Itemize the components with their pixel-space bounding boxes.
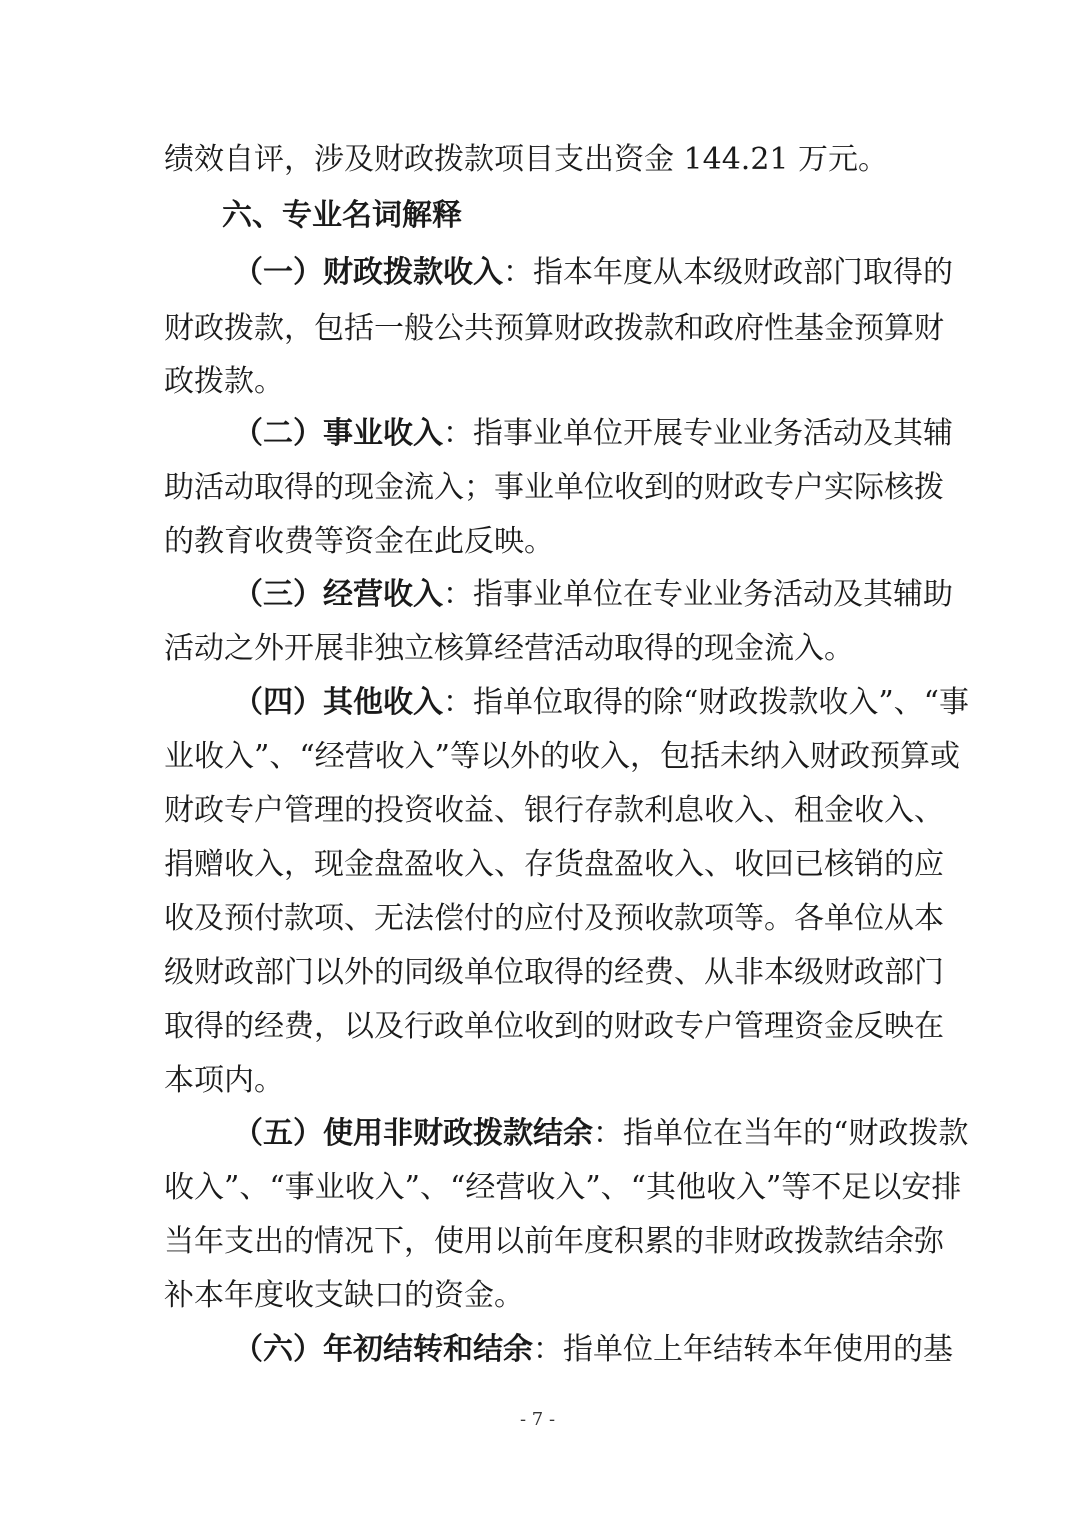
definition-3-text: ：指事业单位在专业业务活动及其辅助 [443,577,953,612]
definition-4-line-6: 级财政部门以外的同级单位取得的经费、从非本级财政部门 [164,955,944,990]
definition-4-term: （四）其他收入 [233,685,443,720]
definition-5-first-line [233,1114,969,1154]
definition-6-text: ：指单位上年结转本年使用的基 [533,1332,953,1367]
definition-4-line-7: 取得的经费，以及行政单位收到的财政专户管理资金反映在 [164,1009,944,1044]
definition-3-term: （三）经营收入 [233,577,443,612]
page-number: - 7 - [519,1409,556,1430]
definition-6-first-line [233,1330,953,1370]
definition-5-line-4: 补本年度收支缺口的资金。 [164,1278,524,1313]
definition-5-term: （五）使用非财政拨款结余 [233,1116,593,1151]
definition-1-line-3: 政拨款。 [164,364,284,399]
definition-6-term: （六）年初结转和结余 [233,1332,533,1367]
definition-4-line-2: 业收入”、“经营收入”等以外的收入，包括未纳入财政预算或 [164,739,961,774]
definition-5-text: ：指单位在当年的“财政拨款 [593,1116,969,1151]
definition-3-line-2: 活动之外开展非独立核算经营活动取得的现金流入。 [164,631,854,666]
intro-line: 绩效自评，涉及财政拨款项目支出资金 144.21 万元。 [164,142,889,177]
definition-1-text: ：指本年度从本级财政部门取得的 [503,255,953,290]
definition-4-line-4: 捐赠收入，现金盘盈收入、存货盘盈收入、收回已核销的应 [164,847,944,882]
definition-4-text: ：指单位取得的除“财政拨款收入”、“事 [443,685,970,720]
definition-2-text: ：指事业单位开展专业业务活动及其辅 [443,416,953,451]
definition-4-line-8: 本项内。 [164,1063,284,1098]
section-heading: 六、专业名词解释 [222,198,462,233]
definition-2-line-2: 助活动取得的现金流入；事业单位收到的财政专户实际核拨 [164,470,944,505]
definition-2-term: （二）事业收入 [233,416,443,451]
definition-1-line-2: 财政拨款，包括一般公共预算财政拨款和政府性基金预算财 [164,311,944,346]
definition-5-line-3: 当年支出的情况下，使用以前年度积累的非财政拨款结余弥 [164,1224,944,1259]
definition-4-line-3: 财政专户管理的投资收益、银行存款利息收入、租金收入、 [164,793,944,828]
definition-3-first-line [233,575,953,615]
definition-4-first-line [233,683,970,723]
definition-2-line-3: 的教育收费等资金在此反映。 [164,524,554,559]
definition-1-term: （一）财政拨款收入 [233,255,503,290]
definition-5-line-2: 收入”、“事业收入”、“经营收入”、“其他收入”等不足以安排 [164,1170,962,1205]
definition-1-first-line [233,253,953,293]
definition-2-first-line [233,414,953,454]
definition-4-line-5: 收及预付款项、无法偿付的应付及预收款项等。各单位从本 [164,901,944,936]
